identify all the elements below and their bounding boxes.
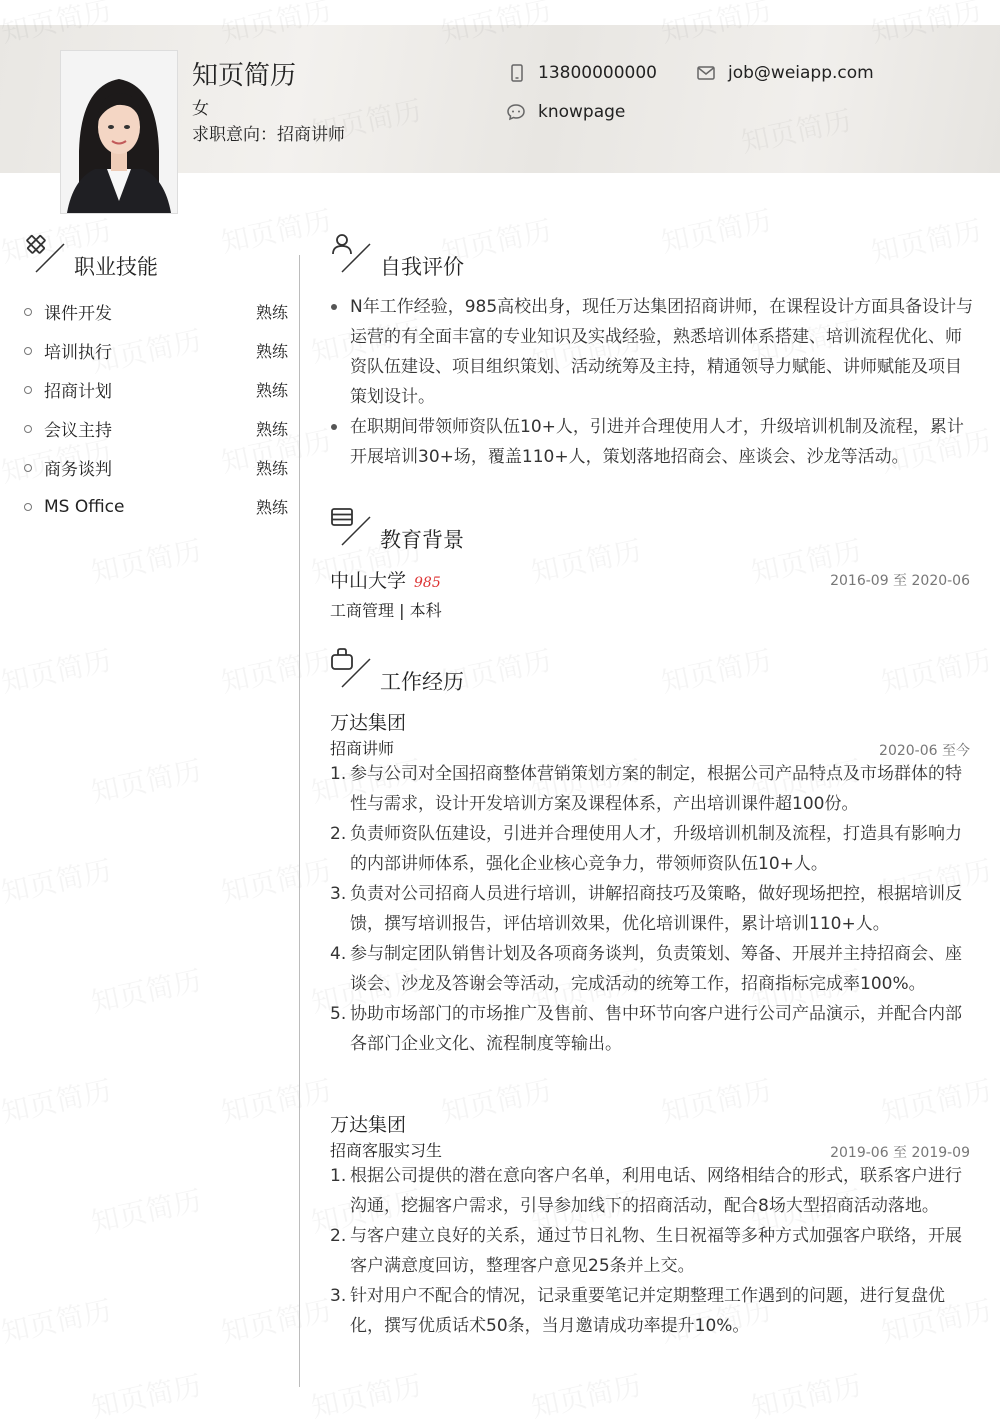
duty-item: 3. 负责对公司招商人员进行培训，讲解招商技巧及策略，做好现场把控，根据培训反馈，撰写培训报告，评估培训效果，优化培训课件，累计培训110+人。	[330, 884, 962, 934]
wechat-contact	[506, 102, 625, 122]
job-duties	[330, 1161, 970, 1341]
skill-level: 熟练	[255, 342, 288, 361]
job-date: 2019-06 至 2019-09	[830, 1145, 970, 1161]
school-name: 中山大学	[330, 570, 407, 592]
duty-item: 4. 参与制定团队销售计划及各项商务谈判，负责策划、筹备、开展并主持招商会、座谈会、沙龙及答谢会等活动，完成活动的统筹工作，招商指标完成率100%。	[330, 944, 962, 994]
self-eval-item: N年工作经验，985高校出身，现任万达集团招商讲师，在课程设计方面具备设计与运营的有全面丰富的专业知识及实战经验，熟悉培训体系搭建、培训流程优化、师资队伍建设、项目组织策划、活动统筹及主持，精通领导力赋能、讲师赋能及项目策划设计。	[330, 292, 975, 412]
skill-name: MS Office	[44, 496, 125, 517]
watermark	[877, 639, 995, 701]
education-major: 工商管理 | 本科	[330, 601, 442, 620]
duty-item: 2. 负责师资队伍建设，引进并合理使用人才，升级培训机制及流程，打造具有影响力的内部讲师体系，强化企业核心竞争力，带领师资队伍10+人。	[330, 824, 962, 874]
watermark	[87, 529, 205, 591]
self-eval-item: 在职期间带领师资队伍10+人，引进并合理使用人才，升级培训机制及流程，累计开展培训30+场，覆盖110+人，策划落地招商会、座谈会、沙龙等活动。	[330, 412, 975, 472]
duty-item: 1. 参与公司对全国招商整体营销策划方案的制定，根据公司产品特点及市场群体的特性与需求，设计开发培训方案及课程体系，产出培训课件超100份。	[330, 764, 962, 814]
wechat-id: knowpage	[538, 102, 626, 122]
chat-icon	[506, 102, 526, 122]
watermark	[307, 1364, 425, 1426]
watermark	[217, 639, 335, 701]
watermark	[0, 639, 115, 701]
skill-item	[24, 331, 288, 370]
duty-item: 5. 协助市场部门的市场推广及售前、售中环节向客户进行公司产品演示，并配合内部各部门企业文化、流程制度等输出。	[330, 1004, 962, 1054]
watermark	[87, 1179, 205, 1241]
column-divider	[299, 255, 300, 1387]
email-contact	[696, 63, 874, 83]
email-icon	[696, 63, 716, 83]
watermark	[87, 959, 205, 1021]
skill-level: 熟练	[255, 420, 288, 439]
skill-level: 熟练	[255, 303, 288, 322]
skills-list	[24, 292, 288, 526]
work-title: 工作经历	[380, 670, 464, 694]
watermark	[217, 199, 335, 261]
skill-item	[24, 370, 288, 409]
job-company: 万达集团	[330, 712, 407, 734]
work-heading	[330, 647, 464, 693]
school-badge: 985	[414, 575, 441, 591]
skill-item	[24, 448, 288, 487]
self-eval-title: 自我评价	[380, 255, 464, 279]
watermark	[437, 1069, 555, 1131]
watermark	[87, 1364, 205, 1426]
tools-icon	[24, 232, 70, 278]
job-duties	[330, 759, 970, 1059]
watermark	[867, 209, 985, 271]
watermark	[217, 849, 335, 911]
education-heading	[330, 505, 464, 551]
watermark	[877, 1069, 995, 1131]
skill-name: 课件开发	[44, 304, 112, 324]
email-address: job@weiapp.com	[728, 63, 874, 83]
duty-item: 3. 针对用户不配合的情况，记录重要笔记并定期整理工作遇到的问题，进行复盘优化，撰写优质话术50条，当月邀请成功率提升10%。	[330, 1286, 945, 1336]
watermark	[657, 639, 775, 701]
watermark	[0, 1069, 115, 1131]
watermark	[657, 1069, 775, 1131]
watermark	[527, 1364, 645, 1426]
education-entry	[330, 566, 441, 593]
candidate-gender: 女	[192, 99, 209, 119]
skill-name: 会议主持	[44, 421, 112, 441]
phone-contact	[508, 63, 657, 83]
job-date: 2020-06 至今	[879, 743, 970, 759]
self-eval-list	[330, 292, 975, 472]
self-eval-heading	[330, 232, 464, 278]
job-intent: 求职意向：招商讲师	[192, 125, 345, 145]
briefcase-icon	[330, 647, 376, 693]
skill-name: 商务谈判	[44, 460, 112, 480]
job-company: 万达集团	[330, 1114, 407, 1136]
watermark	[747, 1364, 865, 1426]
watermark	[217, 1069, 335, 1131]
skill-item	[24, 487, 288, 526]
skill-name: 培训执行	[44, 343, 112, 363]
candidate-name: 知页简历	[192, 61, 297, 91]
skill-name: 招商计划	[44, 382, 112, 402]
person-icon	[330, 232, 376, 278]
skills-heading	[24, 232, 158, 278]
skill-item	[24, 292, 288, 331]
phone-number: 13800000000	[538, 63, 657, 83]
duty-item: 1. 根据公司提供的潜在意向客户名单，利用电话、网络相结合的形式，联系客户进行沟通，挖掘客户需求，引导参加线下的招商活动，配合8场大型招商活动落地。	[330, 1166, 962, 1216]
watermark	[657, 199, 775, 261]
education-date: 2016-09 至 2020-06	[830, 573, 970, 589]
job-role: 招商客服实习生	[330, 1141, 443, 1160]
duty-item: 2. 与客户建立良好的关系，通过节日礼物、生日祝福等多种方式加强客户联络，开展客户满意度回访，整理客户意见25条并上交。	[330, 1226, 962, 1276]
skill-level: 熟练	[255, 459, 288, 478]
skill-item	[24, 409, 288, 448]
watermark	[217, 1289, 335, 1351]
watermark	[87, 749, 205, 811]
job-role: 招商讲师	[330, 739, 395, 758]
skills-title: 职业技能	[74, 255, 158, 279]
avatar-photo	[60, 50, 178, 214]
phone-icon	[508, 63, 526, 83]
watermark	[0, 849, 115, 911]
education-title: 教育背景	[380, 528, 464, 552]
watermark	[0, 1289, 115, 1351]
watermark	[527, 529, 645, 591]
skill-level: 熟练	[255, 381, 288, 400]
book-icon	[330, 505, 376, 551]
skill-level: 熟练	[255, 498, 288, 517]
